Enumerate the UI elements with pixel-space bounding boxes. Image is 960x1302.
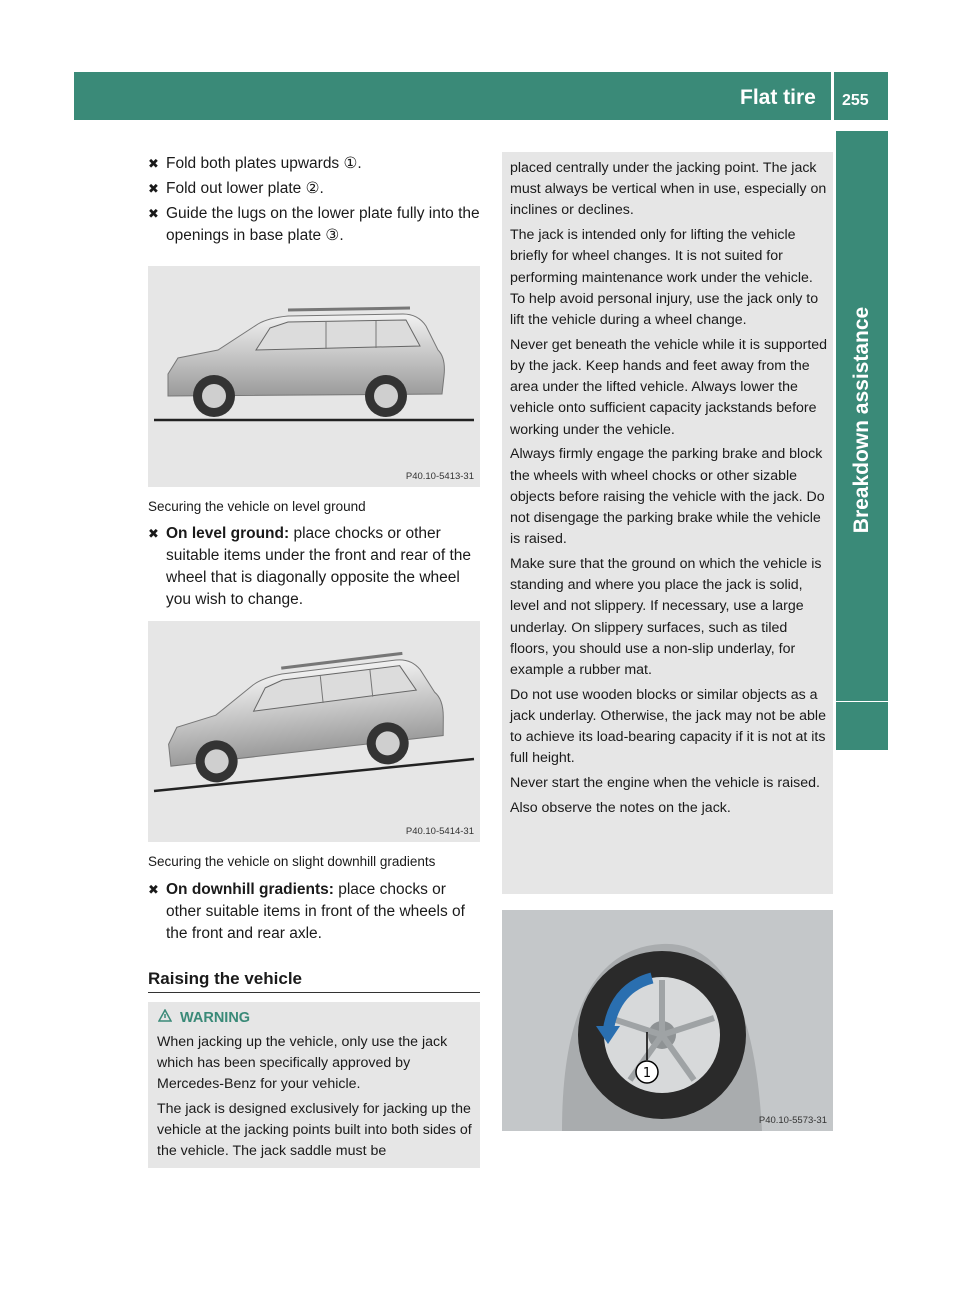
warning-triangle-icon <box>158 1009 172 1026</box>
figure-code: P40.10-5414-31 <box>405 826 474 837</box>
figure-downhill <box>148 621 480 842</box>
warning-paragraph: Do not use wooden blocks or similar objects as a jack underlay. Otherwise, the jack may not be able to achieve its load-bearing capacity if it is not at its full height. <box>510 686 826 767</box>
list-item: ✖ Guide the lugs on the lower plate fully into the openings in base plate ③. <box>148 205 480 244</box>
suv-level-illustration <box>148 266 480 487</box>
section-heading: Raising the vehicle <box>148 969 302 988</box>
list-item: ✖ On level ground: place chocks or other suitable items under the front and rear of the wheel that is diagonally opposite the wheel you wish to change. <box>148 525 472 608</box>
warning-text <box>157 1032 475 1166</box>
warning-paragraph: placed centrally under the jacking point. The jack must always be vertical when in use, especially on inclines or declines. <box>510 160 827 219</box>
steps-top <box>148 153 482 250</box>
wheel-illustration <box>502 910 833 1131</box>
warning-paragraph: When jacking up the vehicle, only use the jack which has been specifically approved by Mercedes-Benz for your vehicle. <box>157 1034 448 1092</box>
list-item: ✖ Fold both plates upwards ①. <box>148 153 482 175</box>
step-arrow-icon: ✖ <box>148 206 159 221</box>
side-tab-label: Breakdown assistance <box>850 306 873 534</box>
warning-paragraph: Also observe the notes on the jack. <box>510 800 731 817</box>
list-item: ✖ On downhill gradients: place chocks or other suitable items in front of the wheels of the front and rear axle. <box>148 881 465 942</box>
figure-caption: Securing the vehicle on level ground <box>148 499 366 514</box>
warning-continued-box <box>502 152 833 894</box>
step-level-ground <box>148 523 482 614</box>
page-title: Flat tire <box>740 86 816 109</box>
warning-continued-text <box>510 158 829 823</box>
warning-paragraph: Never get beneath the vehicle while it is supported by the jack. Keep hands and feet away from the area under the lifted vehicle. Always lower the vehicle onto sufficient capacity jackstands before working under the vehicle. <box>510 336 828 438</box>
warning-label: WARNING <box>180 1010 251 1026</box>
step-arrow-icon: ✖ <box>148 156 159 171</box>
step-downhill <box>148 879 482 948</box>
list-item: ✖ Fold out lower plate ②. <box>148 178 482 200</box>
warning-header <box>158 1009 250 1026</box>
warning-paragraph: Always firmly engage the parking brake and block the wheels with wheel chocks or other sizable objects before raising the vehicle with the jack. Do not disengage the parking brake while the vehicle is raised. <box>510 446 825 548</box>
step-arrow-icon: ✖ <box>148 526 159 541</box>
header-divider <box>831 72 834 120</box>
warning-paragraph: Never start the engine when the vehicle is raised. <box>510 775 820 792</box>
step-arrow-icon: ✖ <box>148 181 159 196</box>
figure-code: P40.10-5573-31 <box>758 1115 827 1126</box>
warning-paragraph: The jack is designed exclusively for jacking up the vehicle at the jacking points built into both sides of the vehicle. The jack saddle must be <box>157 1101 472 1159</box>
warning-box <box>148 1002 480 1168</box>
callout-label: 1 <box>642 1066 652 1081</box>
step-arrow-icon: ✖ <box>148 882 159 897</box>
warning-paragraph: The jack is intended only for lifting the vehicle briefly for wheel changes. It is not suited for performing maintenance work under the vehicle. To help avoid personal injury, use the jack only to lift the vehicle during a wheel change. <box>510 227 819 329</box>
figure-level-ground <box>148 266 480 487</box>
figure-wheel-jack <box>502 910 833 1131</box>
figure-code: P40.10-5413-31 <box>405 471 474 482</box>
side-tab-marker <box>836 702 888 750</box>
section-divider <box>148 992 480 993</box>
suv-downhill-illustration <box>148 621 480 842</box>
warning-paragraph: Make sure that the ground on which the vehicle is standing and where you place the jack is solid, level and not slippery. If necessary, use a large underlay. On slippery surfaces, such as tiled floors, you should use a non-slip underlay, for example a rubber mat. <box>510 556 822 679</box>
page-number: 255 <box>842 92 869 109</box>
figure-caption: Securing the vehicle on slight downhill gradients <box>148 854 436 869</box>
